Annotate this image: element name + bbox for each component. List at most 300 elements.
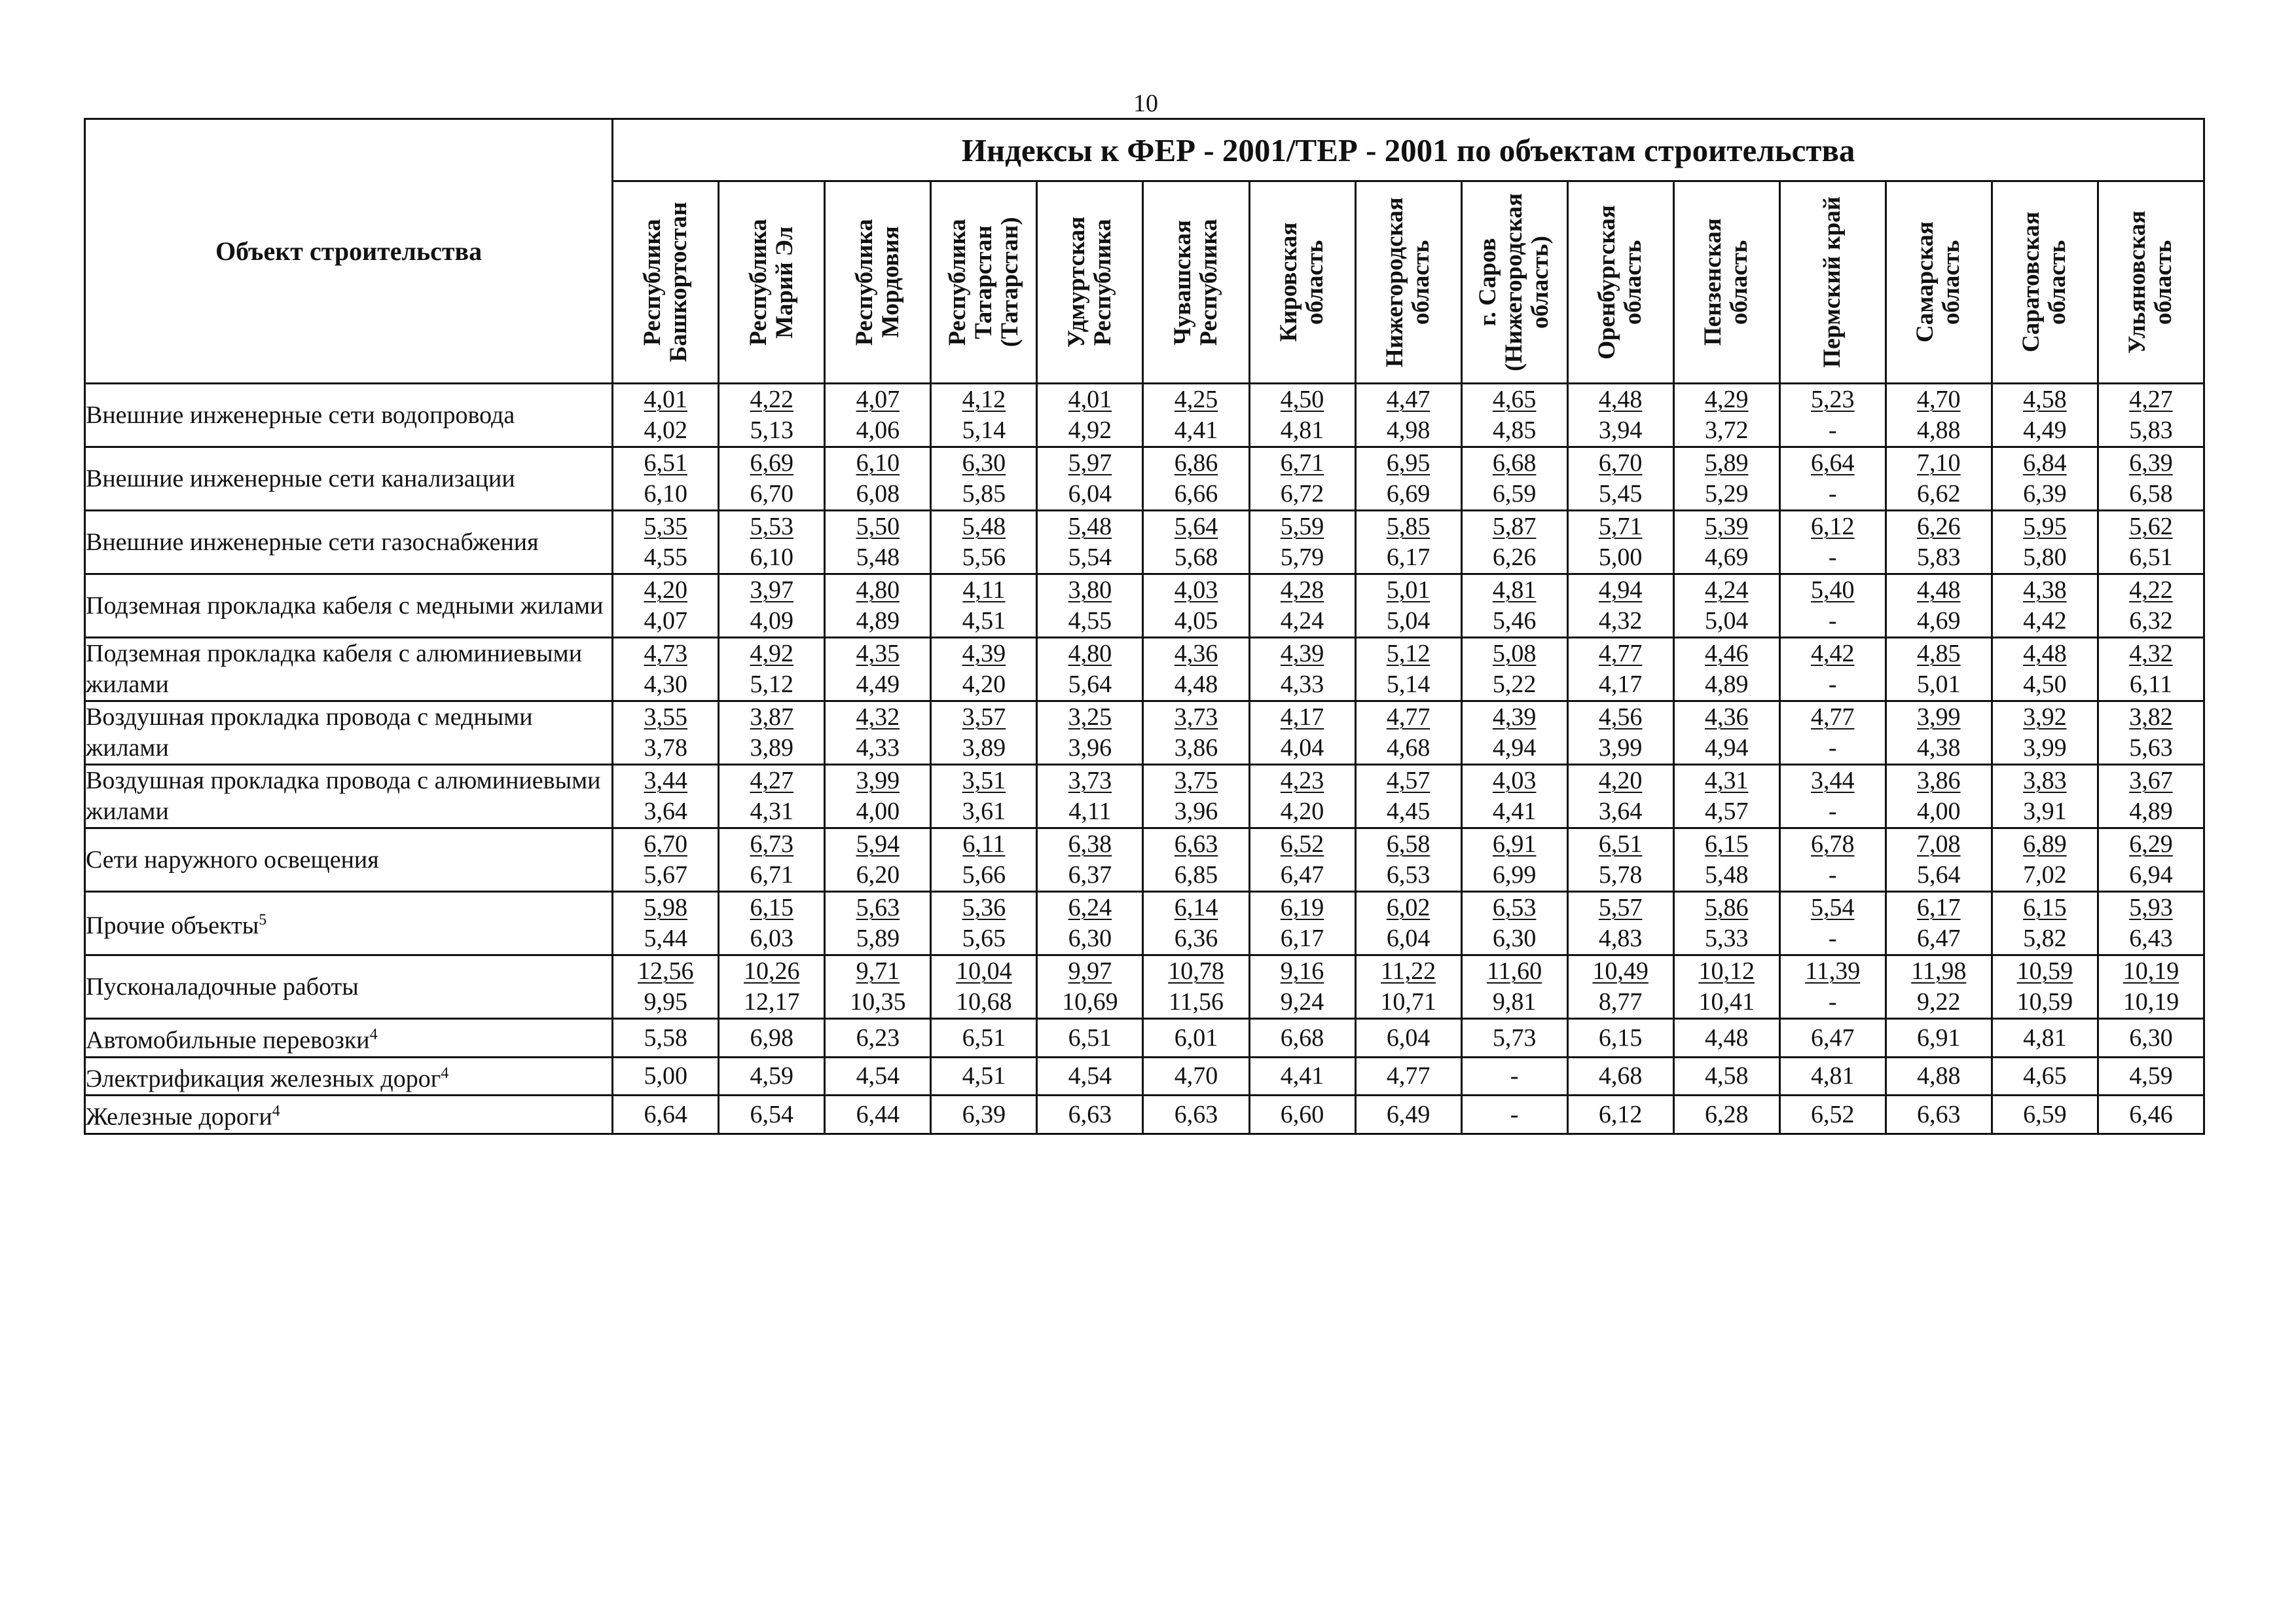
index-value-top: 5,93 xyxy=(2129,894,2173,921)
index-cell xyxy=(1779,892,1886,955)
index-value-bottom: 7,02 xyxy=(2023,861,2067,889)
index-value-bottom: 4,57 xyxy=(1704,798,1749,825)
index-value-top: 3,99 xyxy=(1917,703,1961,731)
index-value-top: 3,67 xyxy=(2129,767,2173,794)
index-value-top: 4,27 xyxy=(750,767,794,794)
index-value-top: 5,86 xyxy=(1704,894,1749,921)
index-value-bottom: 6,04 xyxy=(1068,480,1112,507)
index-cell xyxy=(1567,511,1673,574)
index-value-bottom: 9,22 xyxy=(1917,988,1961,1016)
index-cell: 6,63 xyxy=(1037,1096,1143,1134)
index-cell xyxy=(1249,638,1355,701)
index-cell xyxy=(1037,828,1143,892)
index-value-top: 3,92 xyxy=(2023,703,2067,731)
object-name xyxy=(85,1019,613,1058)
object-name xyxy=(85,892,613,955)
index-value-bottom: 4,49 xyxy=(856,671,900,698)
index-value-top: 4,28 xyxy=(1280,576,1324,604)
index-cell: 4,48 xyxy=(1673,1019,1779,1058)
region-label: г. Саров (Нижегородская область) xyxy=(1474,193,1554,371)
index-cell: 6,98 xyxy=(719,1019,825,1058)
index-value-bottom: 6,94 xyxy=(2129,861,2173,889)
index-cell xyxy=(613,638,719,701)
index-cell xyxy=(931,384,1037,447)
index-value-top: 6,15 xyxy=(1704,830,1749,858)
index-cell: 6,60 xyxy=(1249,1096,1355,1134)
footnote-marker: 4 xyxy=(369,1026,378,1043)
index-cell: 5,73 xyxy=(1461,1019,1567,1058)
index-value-top: 6,14 xyxy=(1174,894,1218,921)
index-value-bottom: 5,48 xyxy=(1704,861,1749,889)
index-cell xyxy=(1886,638,1992,701)
object-name-text: Электрификация железных дорог xyxy=(86,1065,441,1093)
index-value-bottom: 12,17 xyxy=(744,988,800,1016)
index-cell xyxy=(1461,828,1567,892)
index-value-bottom: 4,17 xyxy=(1598,671,1643,698)
index-cell xyxy=(1355,765,1461,828)
index-value-bottom: 6,10 xyxy=(644,480,687,507)
index-value-top: 5,40 xyxy=(1811,576,1855,604)
index-value-bottom: 4,20 xyxy=(1280,798,1324,825)
index-value-top: 5,39 xyxy=(1704,513,1749,540)
index-value-bottom: 5,04 xyxy=(1704,607,1749,635)
index-value-top: 6,12 xyxy=(1811,513,1855,540)
index-cell xyxy=(1461,574,1567,638)
index-cell xyxy=(1673,447,1779,511)
index-value-bottom: 5,12 xyxy=(750,671,794,698)
region-header xyxy=(1249,181,1355,384)
index-value-bottom: 3,89 xyxy=(750,734,794,762)
index-value-top: 3,86 xyxy=(1917,767,1961,794)
index-value-top: 5,97 xyxy=(1068,449,1112,477)
index-cell xyxy=(1143,574,1249,638)
index-cell xyxy=(1779,511,1886,574)
index-value-bottom: 3,72 xyxy=(1704,416,1749,444)
index-value-bottom: 4,83 xyxy=(1598,925,1643,952)
index-value-top: 5,35 xyxy=(644,513,687,540)
index-cell xyxy=(719,384,825,447)
index-value-bottom: 5,64 xyxy=(1917,861,1961,889)
region-header xyxy=(719,181,825,384)
region-header xyxy=(1886,181,1992,384)
table-row xyxy=(85,701,2204,765)
index-value-top: 3,25 xyxy=(1068,703,1112,731)
index-value-bottom: 6,71 xyxy=(750,861,794,889)
index-value-top: 3,82 xyxy=(2129,703,2173,731)
index-value-top: 6,71 xyxy=(1280,449,1324,477)
object-name-text: Подземная прокладка кабеля с алюминиевыми жилами xyxy=(86,640,583,698)
index-cell xyxy=(1143,892,1249,955)
index-value-bottom: 6,43 xyxy=(2129,925,2173,952)
index-value-top: 4,27 xyxy=(2129,386,2173,413)
index-cell xyxy=(1567,955,1673,1019)
index-value-bottom: - xyxy=(1828,671,1837,698)
index-value-top: 5,94 xyxy=(856,830,900,858)
index-cell xyxy=(1249,765,1355,828)
index-value-bottom: 4,05 xyxy=(1174,607,1218,635)
index-cell xyxy=(1992,384,2098,447)
index-cell xyxy=(1461,955,1567,1019)
index-cell xyxy=(613,828,719,892)
index-value-top: 4,32 xyxy=(2129,640,2173,667)
index-value-bottom: 5,04 xyxy=(1386,607,1430,635)
index-cell xyxy=(613,511,719,574)
index-value-top: 4,36 xyxy=(1704,703,1749,731)
index-value-top: 3,73 xyxy=(1174,703,1218,731)
index-value-bottom: 3,64 xyxy=(644,798,687,825)
index-cell xyxy=(1886,955,1992,1019)
index-cell xyxy=(931,638,1037,701)
footnote-marker: 4 xyxy=(272,1103,280,1120)
object-name-text: Железные дороги xyxy=(86,1103,272,1131)
index-value-top: 6,26 xyxy=(1917,513,1961,540)
index-cell: 4,70 xyxy=(1143,1057,1249,1096)
index-value-top: 4,48 xyxy=(1917,576,1961,604)
index-cell xyxy=(2098,955,2204,1019)
index-cell xyxy=(1567,638,1673,701)
index-value-top: 6,02 xyxy=(1386,894,1430,921)
index-value-top: 6,51 xyxy=(1598,830,1643,858)
index-cell: 6,63 xyxy=(1886,1096,1992,1134)
object-name xyxy=(85,1057,613,1096)
table-row xyxy=(85,574,2204,638)
index-value-bottom: 5,33 xyxy=(1704,925,1749,952)
table-row xyxy=(85,1019,2204,1058)
region-label: Пермский край xyxy=(1819,196,1846,368)
object-name-text: Подземная прокладка кабеля с медными жилами xyxy=(86,591,604,619)
index-value-top: 4,29 xyxy=(1704,386,1749,413)
table-row xyxy=(85,447,2204,511)
index-cell xyxy=(613,955,719,1019)
index-value-top: 5,98 xyxy=(644,894,687,921)
object-name xyxy=(85,384,613,447)
index-cell xyxy=(1143,828,1249,892)
index-cell xyxy=(1143,701,1249,765)
index-value-bottom: 5,66 xyxy=(962,861,1006,889)
index-value-top: 12,56 xyxy=(637,957,694,985)
index-value-top: 6,73 xyxy=(750,830,794,858)
index-value-top: 4,77 xyxy=(1811,703,1855,731)
index-value-top: 3,44 xyxy=(644,767,687,794)
index-cell: 4,77 xyxy=(1355,1057,1461,1096)
index-value-top: 4,92 xyxy=(750,640,794,667)
object-name-text: Автомобильные перевозки xyxy=(86,1026,370,1054)
index-value-bottom: 4,09 xyxy=(750,607,794,635)
index-value-bottom: 4,98 xyxy=(1386,416,1430,444)
index-value-top: 9,97 xyxy=(1068,957,1112,985)
index-value-top: 6,52 xyxy=(1280,830,1324,858)
index-value-bottom: 6,32 xyxy=(2129,607,2173,635)
index-cell xyxy=(1143,638,1249,701)
index-value-top: 3,97 xyxy=(750,576,794,604)
index-cell xyxy=(1992,638,2098,701)
index-cell xyxy=(1673,765,1779,828)
index-cell xyxy=(1886,765,1992,828)
index-value-bottom: 4,20 xyxy=(962,671,1006,698)
object-name xyxy=(85,828,613,892)
object-name-text: Внешние инженерные сети газоснабжения xyxy=(86,528,539,556)
index-value-bottom: 4,45 xyxy=(1386,798,1430,825)
index-value-top: 5,54 xyxy=(1811,894,1855,921)
index-value-bottom: 4,55 xyxy=(1068,607,1112,635)
index-value-top: 3,55 xyxy=(644,703,687,731)
index-cell: 6,39 xyxy=(931,1096,1037,1134)
index-cell xyxy=(1249,892,1355,955)
index-value-bottom: 5,29 xyxy=(1704,480,1749,507)
index-cell xyxy=(1461,447,1567,511)
index-value-bottom: 5,68 xyxy=(1174,544,1218,571)
index-cell xyxy=(931,447,1037,511)
index-value-top: 4,39 xyxy=(1492,703,1537,731)
index-value-bottom: 6,59 xyxy=(1492,480,1537,507)
index-cell: 6,54 xyxy=(719,1096,825,1134)
index-value-bottom: 4,06 xyxy=(856,416,900,444)
index-cell xyxy=(1037,574,1143,638)
index-value-bottom: 6,11 xyxy=(2129,671,2172,698)
index-value-bottom: 4,81 xyxy=(1280,416,1324,444)
index-value-top: 5,64 xyxy=(1174,513,1218,540)
index-value-bottom: 6,37 xyxy=(1068,861,1112,889)
index-value-top: 5,12 xyxy=(1386,640,1430,667)
index-value-top: 4,58 xyxy=(2023,386,2067,413)
index-value-top: 6,29 xyxy=(2129,830,2173,858)
region-label: Оренбургская область xyxy=(1594,205,1647,360)
index-cell xyxy=(1673,638,1779,701)
index-cell xyxy=(1249,447,1355,511)
index-cell xyxy=(1567,384,1673,447)
index-value-top: 4,24 xyxy=(1704,576,1749,604)
index-value-top: 5,08 xyxy=(1492,640,1537,667)
index-value-bottom: 3,96 xyxy=(1068,734,1112,762)
index-cell xyxy=(1779,701,1886,765)
index-cell: 6,12 xyxy=(1567,1096,1673,1134)
index-value-bottom: 3,99 xyxy=(2023,734,2067,762)
index-cell xyxy=(1992,828,2098,892)
index-value-top: 6,78 xyxy=(1811,830,1855,858)
index-cell xyxy=(1673,574,1779,638)
index-value-top: 4,48 xyxy=(2023,640,2067,667)
index-cell xyxy=(1037,701,1143,765)
index-cell xyxy=(1249,955,1355,1019)
index-value-top: 6,86 xyxy=(1174,449,1218,477)
index-cell xyxy=(1355,828,1461,892)
index-value-top: 3,83 xyxy=(2023,767,2067,794)
index-cell xyxy=(1037,765,1143,828)
index-value-top: 4,32 xyxy=(856,703,900,731)
index-value-bottom: 4,88 xyxy=(1917,416,1961,444)
index-value-bottom: 3,61 xyxy=(962,798,1006,825)
index-value-bottom: 5,44 xyxy=(644,925,687,952)
index-value-top: 4,70 xyxy=(1917,386,1961,413)
index-cell: 6,64 xyxy=(613,1096,719,1134)
object-name xyxy=(85,1096,613,1134)
index-value-bottom: 5,83 xyxy=(1917,544,1961,571)
index-value-top: 6,84 xyxy=(2023,449,2067,477)
index-cell: 6,44 xyxy=(825,1096,931,1134)
index-cell xyxy=(1355,574,1461,638)
index-value-bottom: 6,47 xyxy=(1917,925,1961,952)
index-value-top: 10,12 xyxy=(1698,957,1755,985)
index-value-top: 4,81 xyxy=(1492,576,1537,604)
index-cell: 6,47 xyxy=(1779,1019,1886,1058)
index-cell xyxy=(613,765,719,828)
index-value-bottom: - xyxy=(1828,925,1837,952)
index-value-bottom: 4,69 xyxy=(1917,607,1961,635)
index-value-bottom: 9,81 xyxy=(1492,988,1537,1016)
index-cell xyxy=(1461,511,1567,574)
region-label: Удмуртская Республика xyxy=(1063,216,1116,348)
index-value-bottom: 6,17 xyxy=(1280,925,1324,952)
index-value-bottom: 4,30 xyxy=(644,671,687,698)
object-name-text: Внешние инженерные сети водопровода xyxy=(86,401,515,429)
index-value-top: 4,47 xyxy=(1386,386,1430,413)
index-value-top: 6,89 xyxy=(2023,830,2067,858)
index-cell xyxy=(1249,828,1355,892)
index-value-top: 4,38 xyxy=(2023,576,2067,604)
index-value-top: 5,48 xyxy=(962,513,1006,540)
index-value-bottom: 6,70 xyxy=(750,480,794,507)
index-value-bottom: 5,89 xyxy=(856,925,900,952)
index-value-bottom: 6,03 xyxy=(750,925,794,952)
index-value-top: 6,68 xyxy=(1492,449,1537,477)
object-name-text: Воздушная прокладка провода с медными жилами xyxy=(86,703,533,762)
index-value-top: 6,17 xyxy=(1917,894,1961,921)
index-value-bottom: 3,89 xyxy=(962,734,1006,762)
index-cell xyxy=(1355,447,1461,511)
index-value-bottom: 4,33 xyxy=(856,734,900,762)
index-cell xyxy=(613,574,719,638)
region-header xyxy=(1779,181,1886,384)
index-cell xyxy=(719,765,825,828)
region-header xyxy=(1037,181,1143,384)
index-value-bottom: 6,69 xyxy=(1386,480,1430,507)
index-value-bottom: - xyxy=(1828,607,1837,635)
footnote-marker: 4 xyxy=(441,1064,449,1082)
index-value-top: 10,59 xyxy=(2016,957,2073,985)
index-cell: 6,01 xyxy=(1143,1019,1249,1058)
index-cell xyxy=(825,638,931,701)
index-cell xyxy=(1037,638,1143,701)
index-value-bottom: 3,78 xyxy=(644,734,687,762)
index-cell xyxy=(931,511,1037,574)
index-value-top: 4,50 xyxy=(1280,386,1324,413)
index-cell xyxy=(1249,511,1355,574)
index-value-top: 4,77 xyxy=(1386,703,1430,731)
index-value-top: 4,01 xyxy=(1068,386,1112,413)
construction-index-table xyxy=(84,118,2205,1135)
index-value-top: 4,20 xyxy=(1598,767,1643,794)
index-value-bottom: 4,41 xyxy=(1174,416,1218,444)
region-header xyxy=(2098,181,2204,384)
index-value-bottom: 4,51 xyxy=(962,607,1006,635)
index-value-top: 4,12 xyxy=(962,386,1006,413)
index-cell: 5,58 xyxy=(613,1019,719,1058)
table-title: Индексы к ФЕР - 2001/ТЕР - 2001 по объектам строительства xyxy=(613,119,2204,181)
object-name-text: Прочие объекты xyxy=(86,912,259,940)
index-value-top: 7,08 xyxy=(1917,830,1961,858)
index-value-top: 7,10 xyxy=(1917,449,1961,477)
index-cell: 5,00 xyxy=(613,1057,719,1096)
index-cell: 6,28 xyxy=(1673,1096,1779,1134)
index-value-top: 4,80 xyxy=(856,576,900,604)
object-name-text: Воздушная прокладка провода с алюминиевыми жилами xyxy=(86,767,601,825)
index-value-top: 5,89 xyxy=(1704,449,1749,477)
index-cell xyxy=(719,638,825,701)
index-value-bottom: 6,47 xyxy=(1280,861,1324,889)
object-name xyxy=(85,574,613,638)
index-cell xyxy=(613,892,719,955)
table-row xyxy=(85,1057,2204,1096)
index-value-bottom: 10,71 xyxy=(1380,988,1436,1016)
index-value-bottom: 10,59 xyxy=(2016,988,2073,1016)
index-value-bottom: 5,63 xyxy=(2129,734,2173,762)
index-cell xyxy=(719,955,825,1019)
index-value-top: 5,63 xyxy=(856,894,900,921)
table-row xyxy=(85,638,2204,701)
region-header xyxy=(825,181,931,384)
index-cell xyxy=(1355,701,1461,765)
index-value-top: 3,87 xyxy=(750,703,794,731)
index-value-bottom: 5,14 xyxy=(1386,671,1430,698)
index-cell: 4,58 xyxy=(1673,1057,1779,1096)
region-label: Республика Мордовия xyxy=(850,219,904,346)
index-cell: 6,23 xyxy=(825,1019,931,1058)
object-name xyxy=(85,701,613,765)
footnote-marker: 5 xyxy=(259,912,267,929)
index-cell xyxy=(1037,384,1143,447)
table-row xyxy=(85,384,2204,447)
index-value-bottom: - xyxy=(1828,480,1837,507)
index-value-bottom: 4,04 xyxy=(1280,734,1324,762)
index-value-top: 5,23 xyxy=(1811,386,1855,413)
index-value-bottom: 4,68 xyxy=(1386,734,1430,762)
index-cell: 6,46 xyxy=(2098,1096,2204,1134)
index-cell xyxy=(1779,384,1886,447)
index-value-top: 6,10 xyxy=(856,449,900,477)
index-cell xyxy=(613,701,719,765)
index-cell xyxy=(1567,701,1673,765)
index-value-top: 4,07 xyxy=(856,386,900,413)
region-header xyxy=(1992,181,2098,384)
index-value-top: 3,44 xyxy=(1811,767,1855,794)
index-value-top: 5,57 xyxy=(1598,894,1643,921)
index-cell: 6,15 xyxy=(1567,1019,1673,1058)
index-value-top: 3,80 xyxy=(1068,576,1112,604)
index-cell xyxy=(2098,765,2204,828)
index-cell xyxy=(1779,638,1886,701)
index-value-top: 4,73 xyxy=(644,640,687,667)
index-value-bottom: 5,65 xyxy=(962,925,1006,952)
index-value-top: 4,20 xyxy=(644,576,687,604)
index-value-top: 6,15 xyxy=(750,894,794,921)
index-value-bottom: 6,30 xyxy=(1068,925,1112,952)
index-value-top: 4,94 xyxy=(1598,576,1643,604)
index-value-top: 4,17 xyxy=(1280,703,1324,731)
index-cell: 6,52 xyxy=(1779,1096,1886,1134)
index-cell xyxy=(931,574,1037,638)
index-value-bottom: 6,99 xyxy=(1492,861,1537,889)
index-cell xyxy=(825,447,931,511)
index-cell xyxy=(825,955,931,1019)
index-cell xyxy=(2098,384,2204,447)
index-value-bottom: 3,91 xyxy=(2023,798,2067,825)
index-value-bottom: 6,17 xyxy=(1386,544,1430,571)
object-name xyxy=(85,765,613,828)
index-value-bottom: 4,38 xyxy=(1917,734,1961,762)
region-label: Республика Марий Эл xyxy=(744,219,798,346)
index-cell xyxy=(1249,574,1355,638)
index-cell xyxy=(825,384,931,447)
